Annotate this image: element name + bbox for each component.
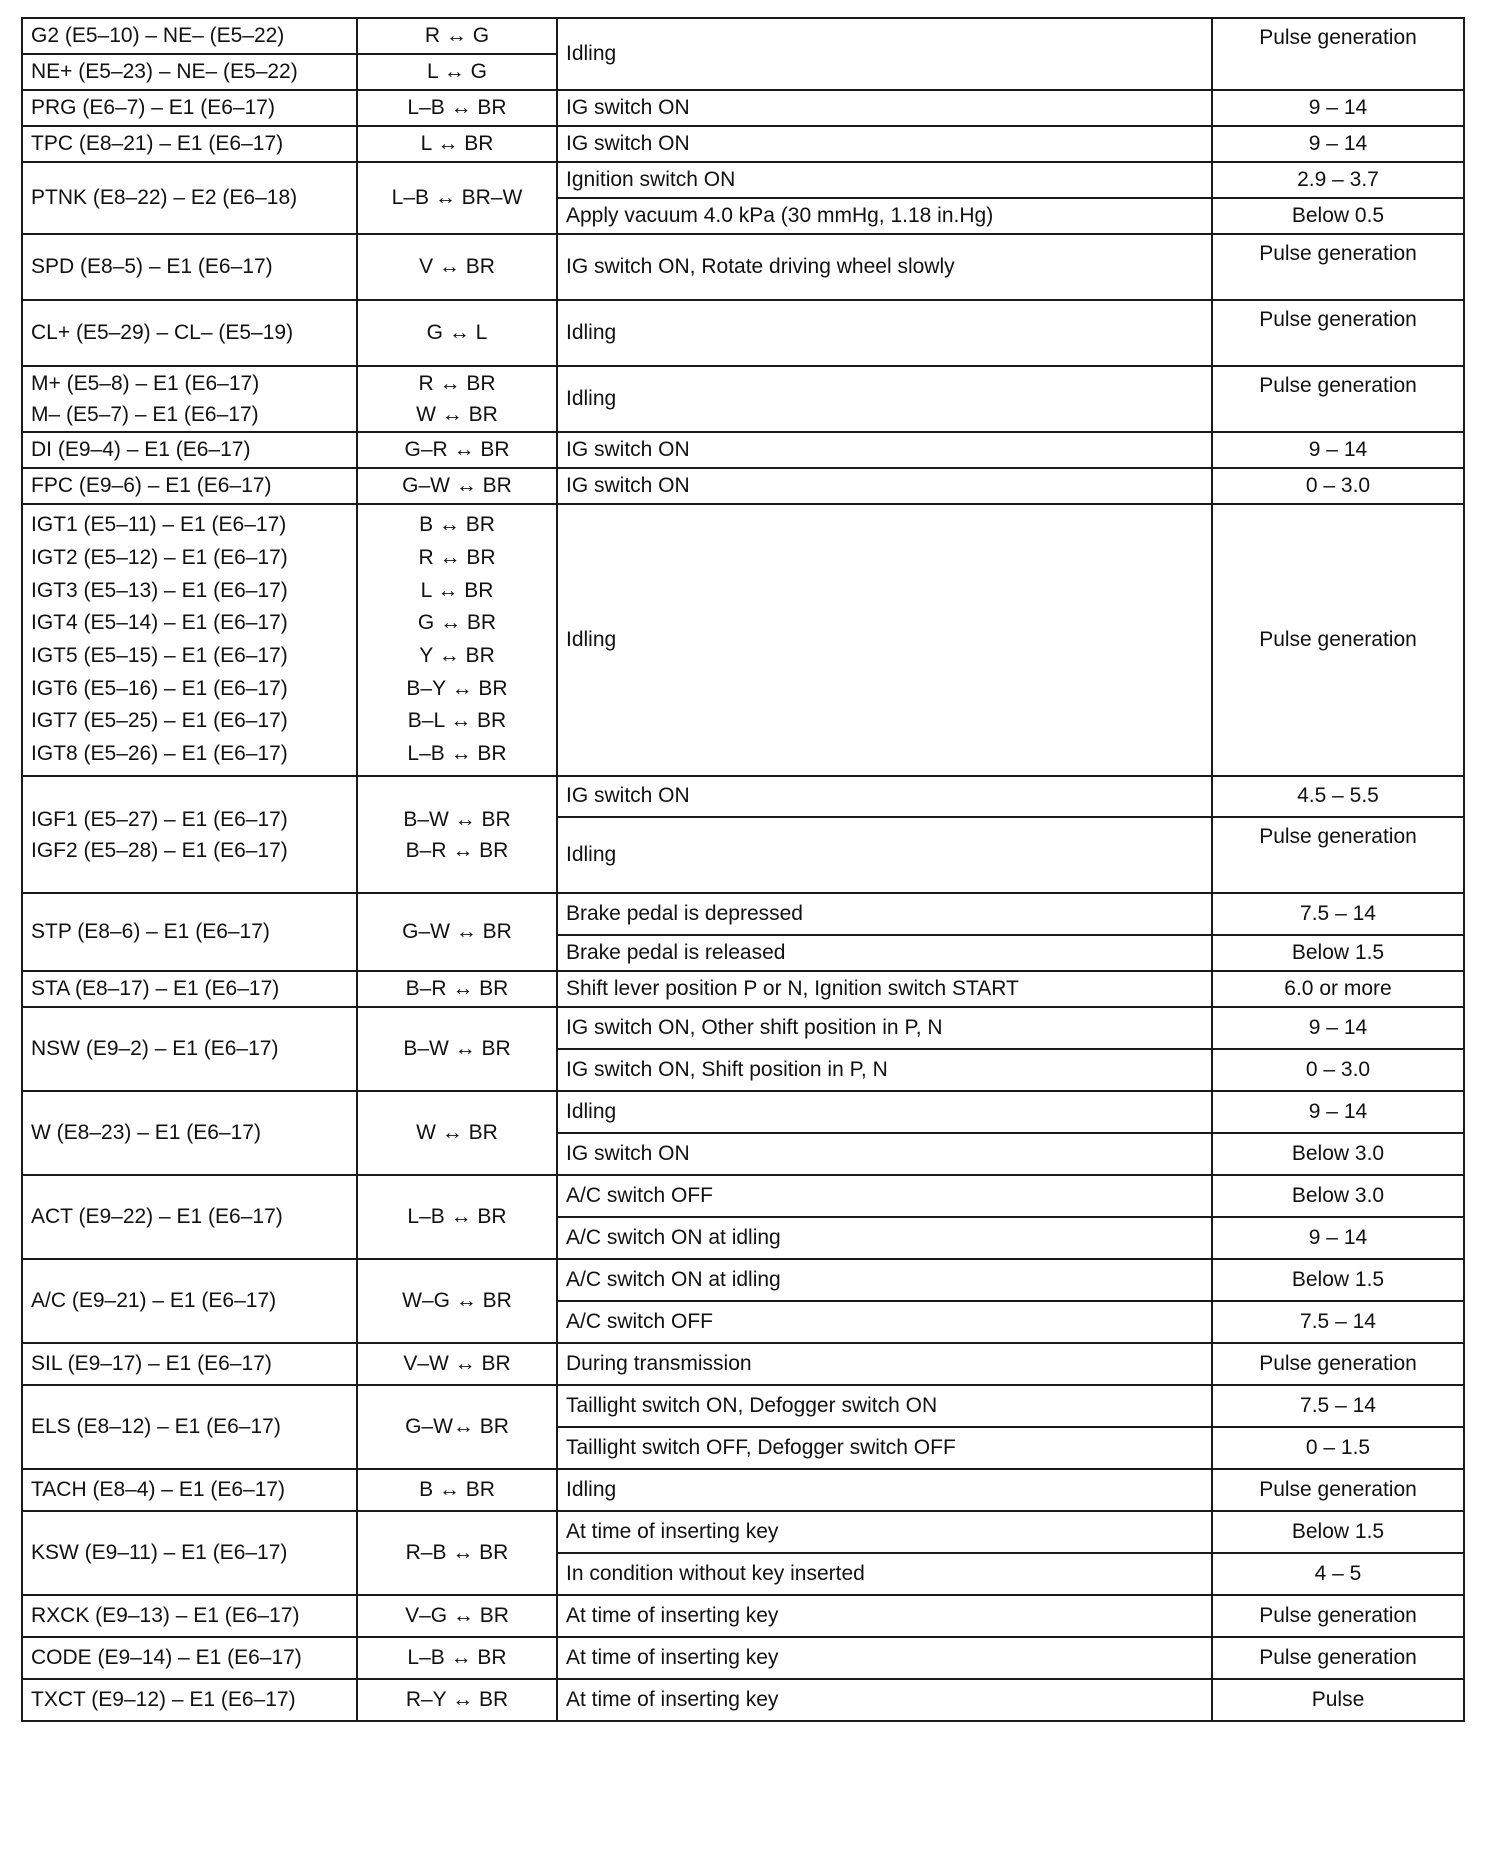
terminal-line: IGT6 (E5–16) – E1 (E6–17): [31, 676, 288, 700]
wiring-cell: W–G ↔ BR: [357, 1259, 557, 1343]
table-row: [22, 776, 1464, 817]
table-row: [22, 300, 1464, 366]
terminal-cell: SIL (E9–17) – E1 (E6–17): [22, 1343, 357, 1385]
wiring-line: R ↔ BR: [418, 545, 496, 569]
spec-cell: 4 – 5: [1212, 1553, 1464, 1595]
terminal-cell: ACT (E9–22) – E1 (E6–17): [22, 1175, 357, 1259]
terminal-cell: TACH (E8–4) – E1 (E6–17): [22, 1469, 357, 1511]
condition-cell: A/C switch OFF: [557, 1301, 1212, 1343]
condition-cell: Brake pedal is released: [557, 935, 1212, 971]
spec-cell: Pulse generation: [1212, 1469, 1464, 1511]
table-row: [22, 893, 1464, 935]
terminal-cell: PTNK (E8–22) – E2 (E6–18): [22, 162, 357, 234]
terminal-line: M+ (E5–8) – E1 (E6–17): [31, 372, 260, 395]
terminal-line: IGT2 (E5–12) – E1 (E6–17): [31, 545, 288, 569]
condition-cell: Idling: [557, 1091, 1212, 1133]
table-row: [22, 1511, 1464, 1553]
condition-cell: IG switch ON, Other shift position in P, N: [557, 1007, 1212, 1049]
terminal-cell: [22, 776, 357, 893]
spec-cell: Pulse generation: [1212, 817, 1464, 893]
spec-cell: 9 – 14: [1212, 126, 1464, 162]
wiring-line: G ↔ BR: [417, 611, 497, 635]
wiring-line: B–L ↔ BR: [407, 709, 507, 733]
condition-cell: IG switch ON, Shift position in P, N: [557, 1049, 1212, 1091]
condition-cell: At time of inserting key: [557, 1595, 1212, 1637]
wiring-line: R ↔ BR: [418, 372, 496, 395]
terminal-cell: PRG (E6–7) – E1 (E6–17): [22, 90, 357, 126]
spec-cell: Below 1.5: [1212, 1259, 1464, 1301]
terminal-line: IGT3 (E5–13) – E1 (E6–17): [31, 578, 288, 602]
table-row: [22, 1469, 1464, 1511]
wiring-cell: G–W ↔ BR: [357, 893, 557, 971]
condition-cell: A/C switch OFF: [557, 1175, 1212, 1217]
spec-cell: Pulse generation: [1212, 234, 1464, 300]
condition-cell: Idling: [557, 366, 1212, 432]
wiring-cell: L–B ↔ BR: [357, 1175, 557, 1259]
spec-cell: Below 3.0: [1212, 1133, 1464, 1175]
wiring-cell: B ↔ BR: [357, 1469, 557, 1511]
wiring-cell: V–G ↔ BR: [357, 1595, 557, 1637]
condition-cell: IG switch ON: [557, 1133, 1212, 1175]
spec-cell: Pulse generation: [1212, 1343, 1464, 1385]
terminal-cell: SPD (E8–5) – E1 (E6–17): [22, 234, 357, 300]
wiring-cell: [357, 366, 557, 432]
terminal-cell: FPC (E9–6) – E1 (E6–17): [22, 468, 357, 504]
terminal-cell: TPC (E8–21) – E1 (E6–17): [22, 126, 357, 162]
wiring-cell: G ↔ L: [357, 300, 557, 366]
terminal-cell: [22, 366, 357, 432]
terminal-cell: G2 (E5–10) – NE– (E5–22): [22, 18, 357, 54]
table-row: [22, 18, 1464, 54]
wiring-cell: B–R ↔ BR: [357, 971, 557, 1007]
wiring-cell: R ↔ G: [357, 18, 557, 54]
spec-cell: 2.9 – 3.7: [1212, 162, 1464, 198]
table-row: [22, 1385, 1464, 1427]
terminal-cell: RXCK (E9–13) – E1 (E6–17): [22, 1595, 357, 1637]
condition-cell: Apply vacuum 4.0 kPa (30 mmHg, 1.18 in.Hg): [557, 198, 1212, 234]
condition-cell: At time of inserting key: [557, 1637, 1212, 1679]
table-row: [22, 1343, 1464, 1385]
condition-cell: A/C switch ON at idling: [557, 1259, 1212, 1301]
table-row: [22, 126, 1464, 162]
wiring-line: B–Y ↔ BR: [406, 676, 508, 700]
spec-cell: 9 – 14: [1212, 432, 1464, 468]
wiring-line: B ↔ BR: [419, 513, 495, 537]
terminal-line: IGT7 (E5–25) – E1 (E6–17): [31, 709, 288, 733]
spec-cell: 0 – 1.5: [1212, 1427, 1464, 1469]
terminal-line: IGT8 (E5–26) – E1 (E6–17): [31, 742, 288, 766]
terminal-cell: W (E8–23) – E1 (E6–17): [22, 1091, 357, 1175]
condition-cell: Idling: [557, 504, 1212, 776]
condition-cell: A/C switch ON at idling: [557, 1217, 1212, 1259]
wiring-cell: L–B ↔ BR–W: [357, 162, 557, 234]
table-row: [22, 1637, 1464, 1679]
condition-cell: Brake pedal is depressed: [557, 893, 1212, 935]
spec-cell: 0 – 3.0: [1212, 468, 1464, 504]
wiring-cell: L ↔ G: [357, 54, 557, 90]
table-row: [22, 468, 1464, 504]
spec-cell: Pulse generation: [1212, 300, 1464, 366]
spec-cell: Below 0.5: [1212, 198, 1464, 234]
condition-cell: In condition without key inserted: [557, 1553, 1212, 1595]
condition-cell: At time of inserting key: [557, 1679, 1212, 1721]
condition-cell: Shift lever position P or N, Ignition switch START: [557, 971, 1212, 1007]
spec-cell: 9 – 14: [1212, 1007, 1464, 1049]
wiring-line: W ↔ BR: [416, 403, 498, 426]
terminal-cell: NSW (E9–2) – E1 (E6–17): [22, 1007, 357, 1091]
wiring-line: B–W ↔ BR: [403, 807, 511, 831]
terminal-cell: TXCT (E9–12) – E1 (E6–17): [22, 1679, 357, 1721]
condition-cell: IG switch ON: [557, 776, 1212, 817]
wiring-cell: V–W ↔ BR: [357, 1343, 557, 1385]
table-row: [22, 1259, 1464, 1301]
terminal-cell: DI (E9–4) – E1 (E6–17): [22, 432, 357, 468]
condition-cell: Idling: [557, 1469, 1212, 1511]
terminal-line: M– (E5–7) – E1 (E6–17): [31, 403, 259, 426]
condition-cell: IG switch ON, Rotate driving wheel slowly: [557, 234, 1212, 300]
wiring-cell: [357, 504, 557, 776]
wiring-cell: G–W ↔ BR: [357, 468, 557, 504]
wiring-line: L ↔ BR: [420, 578, 494, 602]
table-row: [22, 504, 1464, 776]
condition-cell: IG switch ON: [557, 432, 1212, 468]
table-row: [22, 1091, 1464, 1133]
table-row: [22, 90, 1464, 126]
terminal-cell: [22, 504, 357, 776]
spec-cell: 0 – 3.0: [1212, 1049, 1464, 1091]
spec-cell: Pulse generation: [1212, 1595, 1464, 1637]
spec-cell: Below 3.0: [1212, 1175, 1464, 1217]
condition-cell: IG switch ON: [557, 90, 1212, 126]
condition-cell: Idling: [557, 817, 1212, 893]
condition-cell: During transmission: [557, 1343, 1212, 1385]
ecu-terminal-table: [21, 17, 1465, 1722]
spec-cell: Pulse generation: [1212, 366, 1464, 432]
spec-cell: Pulse generation: [1212, 18, 1464, 90]
terminal-line: IGT4 (E5–14) – E1 (E6–17): [31, 611, 288, 635]
wiring-cell: V ↔ BR: [357, 234, 557, 300]
terminal-line: IGT5 (E5–15) – E1 (E6–17): [31, 644, 288, 667]
wiring-cell: [357, 776, 557, 893]
condition-cell: Idling: [557, 300, 1212, 366]
terminal-line: IGT1 (E5–11) – E1 (E6–17): [31, 513, 287, 537]
wiring-line: L–B ↔ BR: [407, 742, 507, 766]
spec-cell: 7.5 – 14: [1212, 1385, 1464, 1427]
table-row: [22, 1007, 1464, 1049]
wiring-cell: L–B ↔ BR: [357, 90, 557, 126]
wiring-cell: L ↔ BR: [357, 126, 557, 162]
spec-cell: 4.5 – 5.5: [1212, 776, 1464, 817]
table-row: [22, 1595, 1464, 1637]
table-row: [22, 432, 1464, 468]
wiring-cell: W ↔ BR: [357, 1091, 557, 1175]
condition-cell: Taillight switch OFF, Defogger switch OFF: [557, 1427, 1212, 1469]
wiring-line: B–R ↔ BR: [405, 838, 509, 862]
spec-cell: 6.0 or more: [1212, 971, 1464, 1007]
terminal-cell: CODE (E9–14) – E1 (E6–17): [22, 1637, 357, 1679]
wiring-cell: G–W↔ BR: [357, 1385, 557, 1469]
terminal-cell: STP (E8–6) – E1 (E6–17): [22, 893, 357, 971]
wiring-cell: L–B ↔ BR: [357, 1637, 557, 1679]
table-row: [22, 1175, 1464, 1217]
table-row: [22, 366, 1464, 432]
spec-cell: 9 – 14: [1212, 90, 1464, 126]
wiring-cell: R–B ↔ BR: [357, 1511, 557, 1595]
table-row: [22, 234, 1464, 300]
condition-cell: IG switch ON: [557, 468, 1212, 504]
wiring-cell: R–Y ↔ BR: [357, 1679, 557, 1721]
terminal-line: IGF2 (E5–28) – E1 (E6–17): [31, 838, 288, 862]
condition-cell: Idling: [557, 18, 1212, 90]
condition-cell: Taillight switch ON, Defogger switch ON: [557, 1385, 1212, 1427]
terminal-cell: NE+ (E5–23) – NE– (E5–22): [22, 54, 357, 90]
spec-cell: Pulse generation: [1212, 1637, 1464, 1679]
wiring-cell: G–R ↔ BR: [357, 432, 557, 468]
spec-cell: 9 – 14: [1212, 1217, 1464, 1259]
spec-cell: 7.5 – 14: [1212, 1301, 1464, 1343]
wiring-cell: B–W ↔ BR: [357, 1007, 557, 1091]
spec-cell: 9 – 14: [1212, 1091, 1464, 1133]
terminal-cell: A/C (E9–21) – E1 (E6–17): [22, 1259, 357, 1343]
spec-cell: 7.5 – 14: [1212, 893, 1464, 935]
terminal-cell: STA (E8–17) – E1 (E6–17): [22, 971, 357, 1007]
terminal-cell: KSW (E9–11) – E1 (E6–17): [22, 1511, 357, 1595]
table-row: [22, 1679, 1464, 1721]
condition-cell: At time of inserting key: [557, 1511, 1212, 1553]
condition-cell: Ignition switch ON: [557, 162, 1212, 198]
spec-cell: Pulse generation: [1212, 504, 1464, 776]
terminal-line: IGF1 (E5–27) – E1 (E6–17): [31, 807, 288, 831]
table-row: [22, 971, 1464, 1007]
spec-cell: Below 1.5: [1212, 1511, 1464, 1553]
terminal-cell: ELS (E8–12) – E1 (E6–17): [22, 1385, 357, 1469]
spec-cell: Pulse: [1212, 1679, 1464, 1721]
table-row: [22, 162, 1464, 198]
wiring-line: Y ↔ BR: [419, 644, 495, 667]
terminal-cell: CL+ (E5–29) – CL– (E5–19): [22, 300, 357, 366]
condition-cell: IG switch ON: [557, 126, 1212, 162]
spec-cell: Below 1.5: [1212, 935, 1464, 971]
